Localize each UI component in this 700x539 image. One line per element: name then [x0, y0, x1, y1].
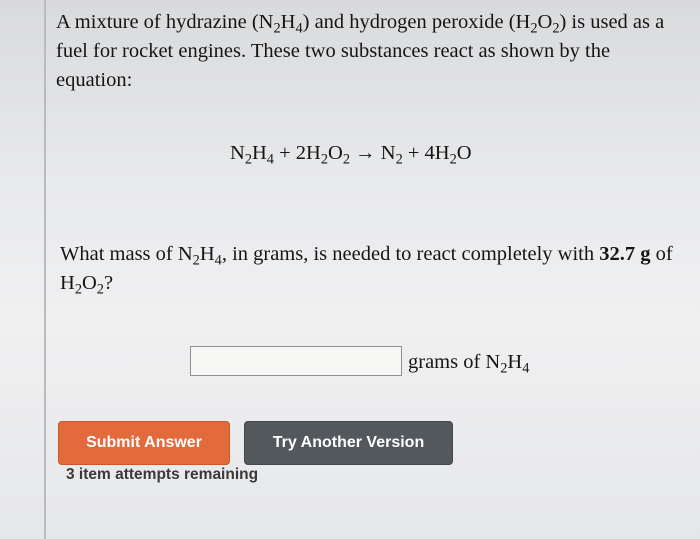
answer-unit-label: grams of $N_2H_4$	[408, 351, 530, 377]
submit-answer-button[interactable]	[58, 421, 230, 465]
question-prompt: What mass of $N_2H_4$, in grams, is needed to react completely with 32.7 g of $H_2O_2$?	[60, 243, 673, 298]
try-another-version-label: Try Another Version	[272, 434, 425, 451]
submit-answer-label: Submit Answer	[86, 434, 202, 451]
question-intro: A mixture of hydrazine $(N_2H_4)$ and hydrogen peroxide $(H_2O_2)$ is used as a fuel for rocket engines. These two substances react as shown by the equation:	[56, 11, 665, 91]
attempts-remaining: 3 item attempts remaining	[66, 466, 259, 483]
try-another-version-button[interactable]	[244, 421, 453, 465]
chemical-equation: $N_2H_4 + 2H_2O_2 \to N_2 + 4H_2O$	[230, 142, 472, 168]
answer-input[interactable]	[190, 346, 402, 376]
left-border-line	[44, 0, 46, 539]
given-mass: 32.7 g	[599, 243, 651, 265]
